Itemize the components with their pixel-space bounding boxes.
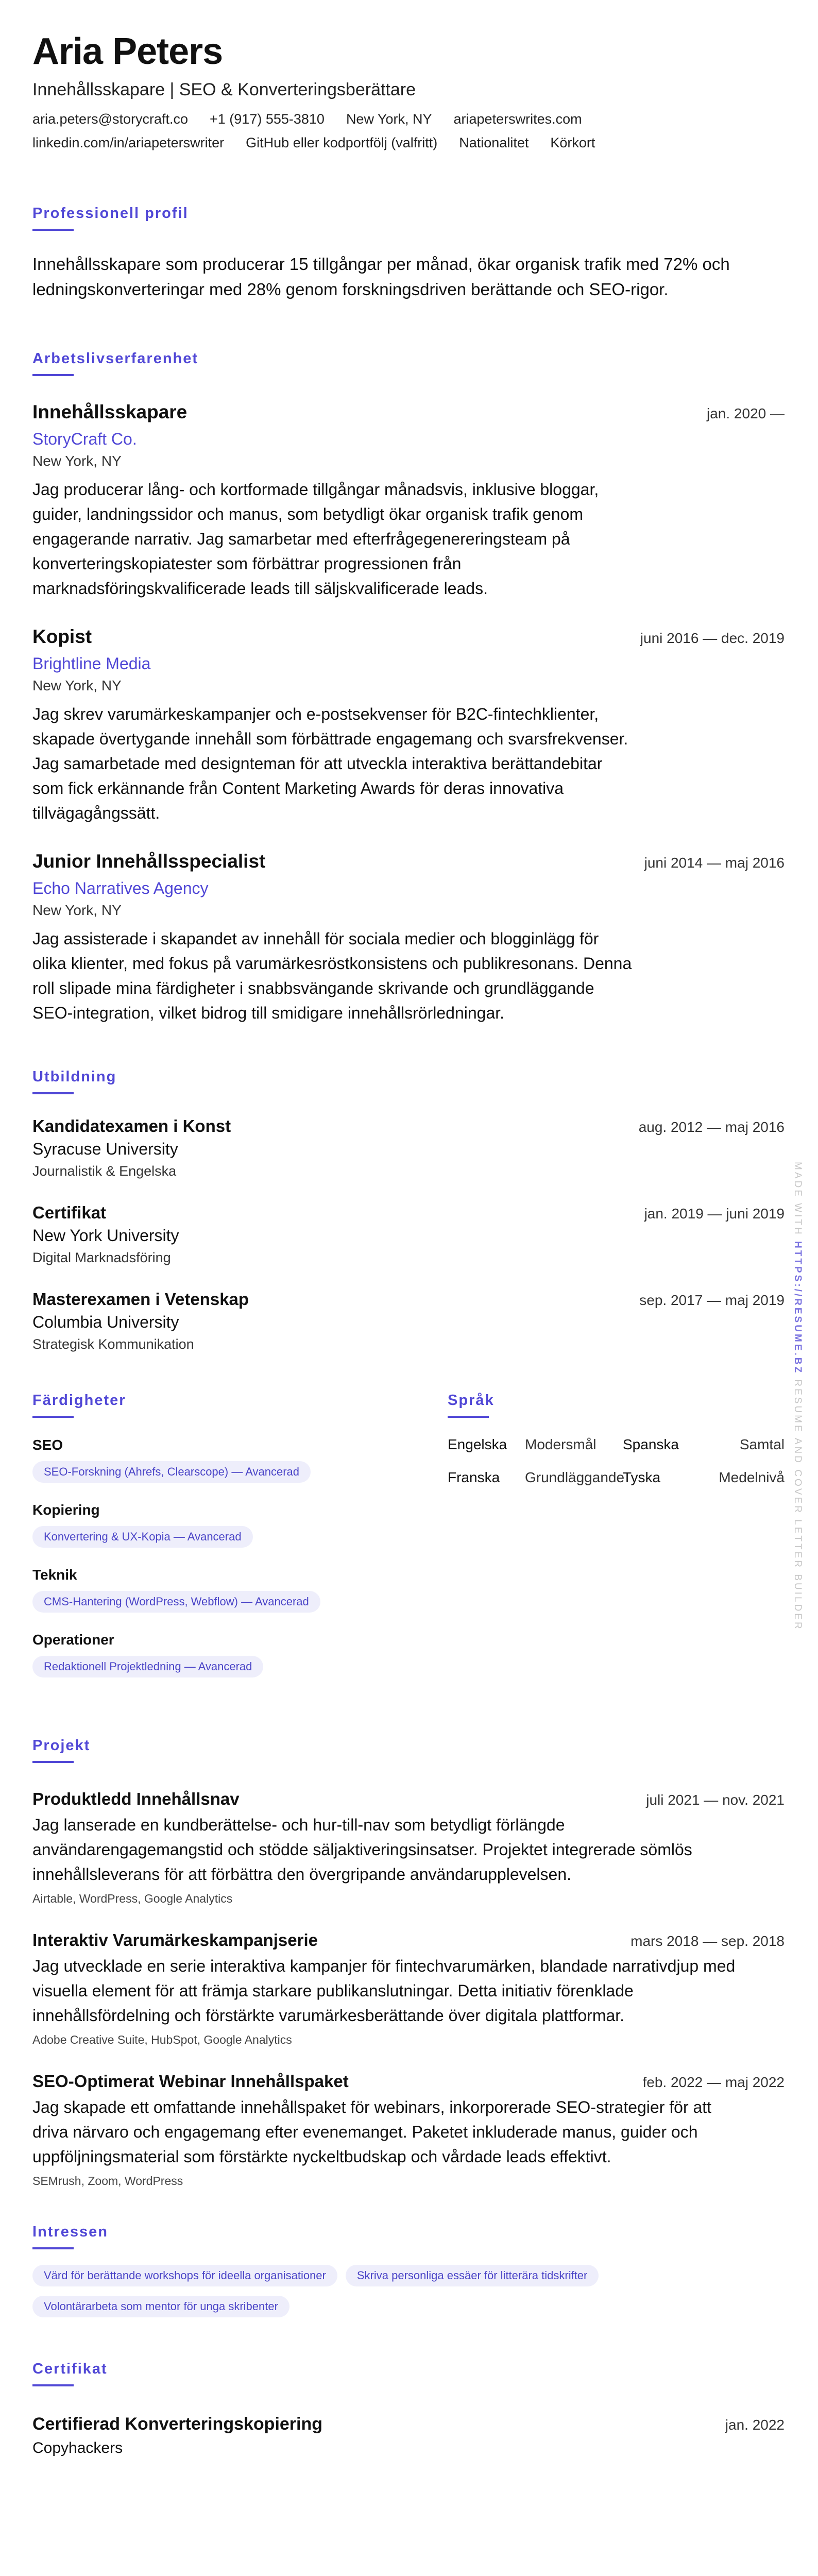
section-rule bbox=[32, 1761, 74, 1763]
contact-row-1 bbox=[32, 109, 785, 129]
builder-watermark bbox=[792, 1162, 803, 1631]
job-entry bbox=[32, 849, 785, 1025]
job-company: StoryCraft Co. bbox=[32, 430, 137, 448]
languages-section bbox=[448, 1391, 785, 1695]
skill-chip: CMS-Hantering (WordPress, Webflow) — Avancerad bbox=[32, 1591, 320, 1613]
job-title: Junior Innehållsspecialist bbox=[32, 851, 266, 872]
watermark-link[interactable]: HTTPS://RESUME.BZ bbox=[792, 1241, 803, 1375]
contact-nationality: Nationalitet bbox=[459, 135, 529, 150]
project-date: feb. 2022 — maj 2022 bbox=[642, 2074, 785, 2090]
contact-website[interactable]: ariapeterswrites.com bbox=[453, 111, 582, 127]
project-tech: Adobe Creative Suite, HubSpot, Google Analytics bbox=[32, 2033, 292, 2046]
project-tech: SEMrush, Zoom, WordPress bbox=[32, 2174, 183, 2188]
skill-chip: Konvertering & UX-Kopia — Avancerad bbox=[32, 1526, 253, 1548]
education-degree: Masterexamen i Vetenskap bbox=[32, 1290, 249, 1309]
skill-chip: SEO-Forskning (Ahrefs, Clearscope) — Avancerad bbox=[32, 1461, 311, 1483]
job-entry bbox=[32, 400, 785, 601]
education-field: Journalistik & Engelska bbox=[32, 1163, 177, 1179]
education-school: Columbia University bbox=[32, 1313, 179, 1331]
contact-row-2 bbox=[32, 133, 785, 152]
education-entry bbox=[32, 1288, 785, 1354]
section-heading: Språk bbox=[448, 1392, 495, 1409]
language-name: Spanska bbox=[623, 1436, 679, 1452]
education-date: aug. 2012 — maj 2016 bbox=[638, 1119, 785, 1135]
job-title: Kopist bbox=[32, 626, 92, 647]
language-level: Medelnivå bbox=[719, 1469, 785, 1485]
project-title: SEO-Optimerat Webinar Innehållspaket bbox=[32, 2072, 349, 2091]
section-rule bbox=[32, 1092, 74, 1094]
job-date: juni 2014 — maj 2016 bbox=[644, 855, 785, 871]
resume-page bbox=[32, 30, 785, 2459]
section-rule bbox=[32, 2384, 74, 2386]
education-entry bbox=[32, 1115, 785, 1181]
section-heading: Projekt bbox=[32, 1737, 91, 1754]
language-level: Samtal bbox=[739, 1436, 785, 1452]
skill-group-name: Operationer bbox=[32, 1632, 114, 1648]
project-title: Interaktiv Varumärkeskampanjserie bbox=[32, 1930, 318, 1950]
skill-group-name: SEO bbox=[32, 1437, 63, 1453]
section-heading: Arbetslivserfarenhet bbox=[32, 350, 199, 367]
job-location: New York, NY bbox=[32, 902, 122, 918]
section-heading: Intressen bbox=[32, 2224, 108, 2240]
section-rule bbox=[32, 229, 74, 231]
education-degree: Certifikat bbox=[32, 1203, 107, 1222]
candidate-name: Aria Peters bbox=[32, 31, 223, 72]
job-company: Echo Narratives Agency bbox=[32, 879, 209, 897]
skill-chip: Redaktionell Projektledning — Avancerad bbox=[32, 1656, 263, 1677]
language-name: Engelska bbox=[448, 1436, 507, 1452]
language-name: Tyska bbox=[623, 1469, 661, 1485]
contact-github: GitHub eller kodportfölj (valfritt) bbox=[246, 135, 438, 150]
section-rule bbox=[32, 2247, 74, 2249]
education-date: sep. 2017 — maj 2019 bbox=[639, 1292, 785, 1308]
watermark-prefix: MADE WITH bbox=[792, 1162, 803, 1241]
section-heading: Utbildning bbox=[32, 1069, 117, 1085]
project-description: Jag skapade ett omfattande innehållspaket för webinars, inkorporerade SEO-strategier för att driva närvaro och engagemang efter evenemanget. Paketet inkluderade manus, guider och uppföljningsmaterial som förstärkte nyckeltbudskap och vårdade leads effektivt. bbox=[32, 2098, 712, 2166]
skill-group bbox=[32, 1630, 372, 1677]
education-field: Strategisk Kommunikation bbox=[32, 1336, 194, 1352]
certificate-entry bbox=[32, 2412, 785, 2459]
section-rule bbox=[448, 1416, 489, 1418]
certificates-section bbox=[32, 2360, 785, 2459]
education-entry bbox=[32, 1201, 785, 1267]
section-rule bbox=[32, 1416, 74, 1418]
job-location: New York, NY bbox=[32, 453, 122, 469]
interests-section bbox=[32, 2223, 785, 2317]
project-description: Jag lanserade en kundberättelse- och hur-till-nav som betydligt förlängde användarengagemangstid och stödde säljaktiveringsinsatser. Projektet integrerade sömlös innehållsleverans för att förbättra den övergripande användarupplevelsen. bbox=[32, 1816, 692, 1884]
job-title: Innehållsskapare bbox=[32, 401, 188, 422]
education-degree: Kandidatexamen i Konst bbox=[32, 1116, 231, 1136]
contact-linkedin[interactable]: linkedin.com/in/ariapeterswriter bbox=[32, 135, 225, 150]
job-date: jan. 2020 — bbox=[707, 405, 785, 421]
contact-license: Körkort bbox=[550, 135, 595, 150]
education-school: New York University bbox=[32, 1226, 179, 1245]
contact-phone[interactable]: +1 (917) 555-3810 bbox=[210, 111, 325, 127]
job-description: Jag producerar lång- och kortformade tillgångar månadsvis, inklusive bloggar, guider, landningssidor och manus, som betydligt ökar organisk trafik genom engagerande narrativ. Jag samarbetar med efterfrågegenereringsteam på konverteringskopiatester som förbättrar progressionen från marknadsföringskvalificerade leads till säljskvalificerade leads. bbox=[32, 480, 599, 598]
job-entry bbox=[32, 624, 785, 825]
interest-chip: Volontärarbeta som mentor för unga skribenter bbox=[32, 2296, 289, 2317]
projects-section bbox=[32, 1736, 785, 2190]
education-date: jan. 2019 — juni 2019 bbox=[644, 1206, 785, 1222]
project-date: juli 2021 — nov. 2021 bbox=[646, 1792, 785, 1808]
skills-languages-row bbox=[32, 1391, 785, 1695]
language-level: Modersmål bbox=[525, 1436, 597, 1452]
project-entry bbox=[32, 2070, 785, 2190]
certificate-issuer: Copyhackers bbox=[32, 2439, 123, 2456]
interest-chip: Värd för berättande workshops för ideella organisationer bbox=[32, 2265, 337, 2286]
certificate-title: Certifierad Konverteringskopiering bbox=[32, 2414, 323, 2434]
contact-email[interactable]: aria.peters@storycraft.co bbox=[32, 111, 189, 127]
language-level: Grundläggande bbox=[525, 1469, 625, 1485]
language-name: Franska bbox=[448, 1469, 500, 1485]
section-heading: Professionell profil bbox=[32, 205, 189, 222]
project-date: mars 2018 — sep. 2018 bbox=[630, 1933, 785, 1949]
skill-group-name: Teknik bbox=[32, 1567, 77, 1583]
skill-group bbox=[32, 1500, 372, 1548]
job-company: Brightline Media bbox=[32, 654, 151, 673]
skills-section bbox=[32, 1391, 372, 1695]
project-description: Jag utvecklade en serie interaktiva kampanjer för fintechvarumärken, blandade narrativdjup med visuella element för att främja starkare publikanslutningar. Detta initiativ förenklade innehållsfördelning och förstärkte varumärkesberättande över digitala plattformar. bbox=[32, 1957, 736, 2025]
profile-section bbox=[32, 204, 785, 302]
job-location: New York, NY bbox=[32, 677, 122, 693]
job-description: Jag skrev varumärkeskampanjer och e-postsekvenser för B2C-fintechklienter, skapade övertygande innehåll som förbättrade engagemang och svarsfrekvenser. Jag samarbetade med designteman för att utveckla interaktiva berättandebitar som fick erkännande från Content Marketing Awards för deras innovativa tillvägagångssätt. bbox=[32, 705, 628, 822]
skill-group bbox=[32, 1565, 372, 1613]
skill-group bbox=[32, 1435, 372, 1483]
job-date: juni 2016 — dec. 2019 bbox=[640, 630, 785, 646]
project-title: Produktledd Innehållsnav bbox=[32, 1789, 240, 1808]
contact-location: New York, NY bbox=[346, 111, 432, 127]
section-heading: Certifikat bbox=[32, 2361, 108, 2377]
experience-section bbox=[32, 349, 785, 1025]
education-school: Syracuse University bbox=[32, 1140, 178, 1158]
profile-text: Innehållsskapare som producerar 15 tillgångar per månad, ökar organisk trafik med 72% och ledningskonverteringar med 28% genom forskningsdriven berättande och SEO-rigor. bbox=[32, 255, 730, 299]
education-section bbox=[32, 1067, 785, 1354]
languages-table bbox=[448, 1435, 785, 1487]
certificate-date: jan. 2022 bbox=[725, 2417, 785, 2433]
education-field: Digital Marknadsföring bbox=[32, 1250, 171, 1265]
job-description: Jag assisterade i skapandet av innehåll för sociala medier och blogginlägg för olika klienter, med fokus på varumärkesröstkonsistens och publikresonans. Denna roll slipade mina färdigheter i snabbsvängande skrivande och grundläggande SEO-integration, vilket bidrog till smidigare innehållsrörledningar. bbox=[32, 929, 632, 1022]
section-rule bbox=[32, 374, 74, 376]
interests-chips bbox=[32, 2265, 785, 2317]
project-entry bbox=[32, 1788, 785, 1907]
skill-group-name: Kopiering bbox=[32, 1502, 100, 1518]
project-entry bbox=[32, 1929, 785, 2048]
candidate-title: Innehållsskapare | SEO & Konverteringsberättare bbox=[32, 80, 416, 99]
interest-chip: Skriva personliga essäer för litterära tidskrifter bbox=[346, 2265, 599, 2286]
watermark-suffix: RESUME AND COVER LETTER BUILDER bbox=[792, 1375, 803, 1631]
project-tech: Airtable, WordPress, Google Analytics bbox=[32, 1892, 233, 1905]
section-heading: Färdigheter bbox=[32, 1392, 126, 1409]
